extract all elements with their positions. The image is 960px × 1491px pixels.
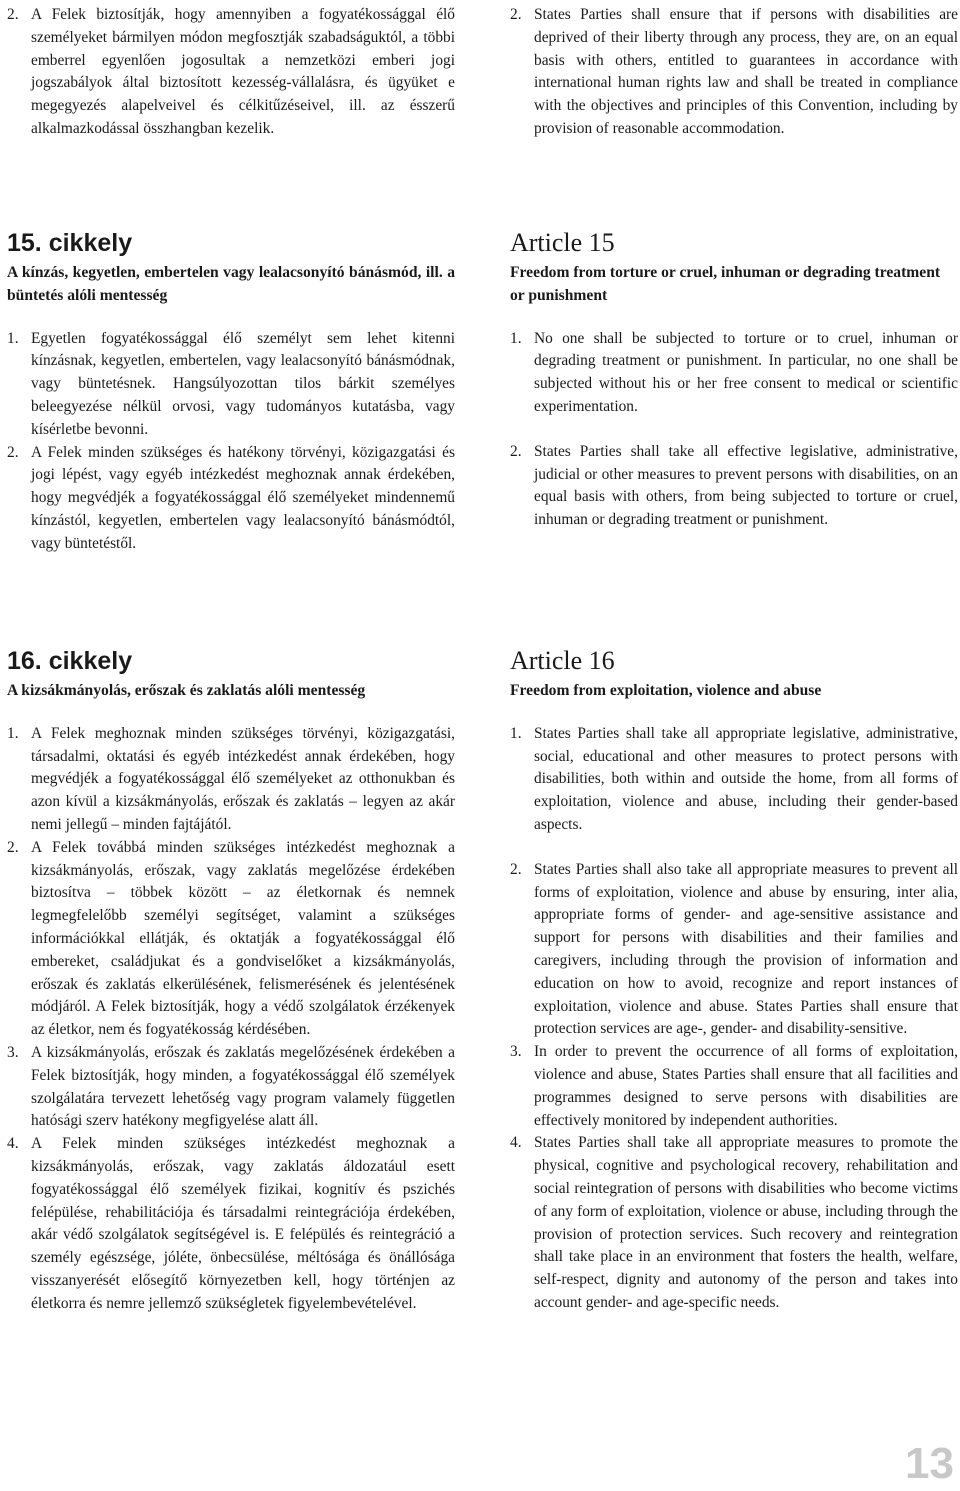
paragraph	[7, 1133, 455, 1315]
top-hu-section	[7, 4, 455, 141]
paragraph-text: A Felek minden szükséges intézkedést meghoznak a kizsákmányolás, erőszak, vagy zaklatás áldozatául esett fogyatékossággal élő személyek fizikai, kognitív és pszichés felépülése, rehabilitációja és társadalmi reintegrációja érdekében, akár védő szolgálatok segítségével is. E felépülés és reintegráció a személy egészsége, jóléte, önbecsülése, méltósága és önállósága visszanyerését elősegítő környezetben kell, hogy történjen az életkorra és nemre jellemző szükségletek figyelembevételével.	[31, 1135, 455, 1312]
paragraph-number: 1.	[510, 329, 522, 347]
paragraph-number: 1.	[7, 329, 19, 347]
paragraph-text: A Felek minden szükséges és hatékony törvényi, közigazgatási és jogi lépést, vagy egyéb intézkedést meghoznak annak érdekében, hogy megvédjék a fogyatékossággal élő személyeket mindennemű kínzástól, kegyetlen, embertelen vagy lealacsonyító bánásmódtól, vagy büntetéstől.	[31, 443, 455, 552]
paragraph-text: Egyetlen fogyatékossággal élő személyt sem lehet kitenni kínzásnak, kegyetlen, embertelen, vagy lealacsonyító bánásmódnak, vagy büntetésnek. Hangsúlyozottan tilos bárkit személyes beleegyezése nélkül orvosi, vagy tudományos kutatásba, vagy kísérletbe bevonni.	[31, 329, 455, 438]
paragraph-text: States Parties shall take all appropriate legislative, administrative, social, educational and other measures to protect persons with disabilities, both within and outside the home, from all forms of exploitation, violence and abuse, including their gender-based aspects.	[534, 724, 958, 833]
paragraph-text: In order to prevent the occurrence of all forms of exploitation, violence and abuse, States Parties shall ensure that all facilities and programmes designed to serve persons with disabilities are effectively monitored by independent authorities.	[534, 1043, 958, 1129]
paragraph-number: 2.	[510, 6, 522, 23]
article-subtitle: A kizsákmányolás, erőszak és zaklatás alóli mentesség	[7, 682, 366, 699]
paragraph	[7, 328, 455, 442]
paragraph	[510, 723, 958, 837]
paragraph	[510, 1132, 958, 1314]
paragraph-text: No one shall be subjected to torture or to cruel, inhuman or degrading treatment or punishment. In particular, no one shall be subjected without his or her free consent to medical or scientific experimentation.	[534, 329, 958, 415]
top-en-paragraph	[510, 4, 958, 141]
paragraph-number: 1.	[7, 724, 19, 742]
paragraph-number: 1.	[510, 724, 522, 742]
paragraph	[7, 442, 455, 556]
article-subtitle: Freedom from torture or cruel, inhuman or degrading treatment or punishment	[510, 264, 941, 304]
paragraph-number: 3.	[510, 1043, 522, 1061]
paragraph	[510, 1041, 958, 1132]
article-subtitle: A kínzás, kegyetlen, embertelen vagy lealacsonyító bánásmód, ill. a büntetés alóli mentesség	[7, 264, 455, 304]
top-en-section	[510, 4, 958, 141]
paragraph-text: States Parties shall ensure that if persons with disabilities are deprived of their liberty through any process, they are, on an equal basis with others, entitled to guarantees in accordance with international human rights law and shall be treated in compliance with the objectives and principles of this Convention, including by provision of reasonable accommodation.	[534, 6, 958, 137]
paragraph	[7, 723, 455, 837]
paragraph-number: 2.	[7, 6, 19, 23]
paragraph-number: 2.	[510, 442, 522, 460]
paragraph	[510, 859, 958, 1041]
paragraph	[510, 328, 958, 419]
article-subtitle: Freedom from exploitation, violence and abuse	[510, 682, 822, 699]
article-title: Article 16	[510, 646, 615, 675]
article15-en	[510, 228, 958, 532]
paragraph	[510, 441, 958, 532]
paragraph-number: 2.	[510, 860, 522, 878]
article-title: 15. cikkely	[7, 229, 133, 257]
paragraph-text: A Felek biztosítják, hogy amennyiben a fogyatékossággal élő személyeket bármilyen módon megfosztják szabadságuktól, a többi emberrel egyenlően jogosultak a nemzetközi emberi jogi jogszabályok által biztosított kezesség-vállalásra, és ügyüket e megegyezés alapelveivel és célkitűzéseivel, ill. az ésszerű alkalmazkodással összhangban kezelik.	[31, 6, 455, 137]
article16-en	[510, 646, 958, 1315]
paragraph-text: States Parties shall take all effective legislative, administrative, judicial or other measures to prevent persons with disabilities, on an equal basis with others, from being subjected to torture or cruel, inhuman or degrading treatment or punishment.	[534, 442, 958, 529]
article16-hu	[7, 646, 455, 1316]
paragraph	[7, 837, 455, 1042]
article-title: 16. cikkely	[7, 647, 133, 675]
paragraph	[7, 1042, 455, 1133]
article15-hu	[7, 228, 455, 556]
paragraph-number: 2.	[7, 443, 19, 461]
page-number: 13	[905, 1439, 954, 1488]
paragraph-text: States Parties shall take all appropriate measures to promote the physical, cognitive and psychological recovery, rehabilitation and social reintegration of persons with disabilities who become victims of any form of exploitation, violence or abuse, including through the provision of protection services. Such recovery and reintegration shall take place in an environment that fosters the health, welfare, self-respect, dignity and autonomy of the person and takes into account gender- and age-specific needs.	[534, 1134, 958, 1311]
article-title: Article 15	[510, 228, 615, 257]
paragraph-text: A Felek továbbá minden szükséges intézkedést meghoznak a kizsákmányolás, erőszak, vagy zaklatás megelőzése érdekében biztosítva – többek között – az életkornak és nemnek legmegfelelőbb személyi segítséget, valamint a szükséges információkkal ellátják, és oktatják a fogyatékossággal élő embereket, családjukat és a gondviselőket a kizsákmányolás, erőszak és zaklatás elkerülésének, felismerésének és jelentésének módjáról. A Felek biztosítják, hogy a védő szolgálatok érzékenyek az életkor, nem és fogyatékosság kérdésében.	[31, 838, 455, 1039]
paragraph-number: 4.	[7, 1135, 19, 1153]
top-hu-paragraph	[7, 4, 455, 141]
paragraph-text: A Felek meghoznak minden szükséges törvényi, közigazgatási, társadalmi, oktatási és egyéb intézkedést annak érdekében, hogy megvédjék a fogyatékossággal élő személyeket az otthonukban és azon kívül a kizsákmányolás, erőszak és zaklatás – legyen az akár nemi jellegű – minden fajtájától.	[31, 724, 455, 833]
paragraph-number: 2.	[7, 838, 19, 856]
paragraph-text: States Parties shall also take all appropriate measures to prevent all forms of exploitation, violence and abuse by ensuring, inter alia, appropriate forms of gender- and age-sensitive assistance and support for persons with disabilities and their families and caregivers, including through the provision of information and education on how to avoid, recognize and report instances of exploitation, violence and abuse. States Parties shall ensure that protection services are age-, gender- and disability-sensitive.	[534, 860, 958, 1038]
paragraph-number: 3.	[7, 1043, 19, 1061]
paragraph-text: A kizsákmányolás, erőszak és zaklatás megelőzésének érdekében a Felek biztosítják, hogy minden, a fogyatékossággal élő személyek szolgálatára tervezett lehetőség vagy program valamely független hatósági szerv hatékony megfigyelése alatt áll.	[31, 1043, 455, 1130]
paragraph-number: 4.	[510, 1134, 522, 1152]
